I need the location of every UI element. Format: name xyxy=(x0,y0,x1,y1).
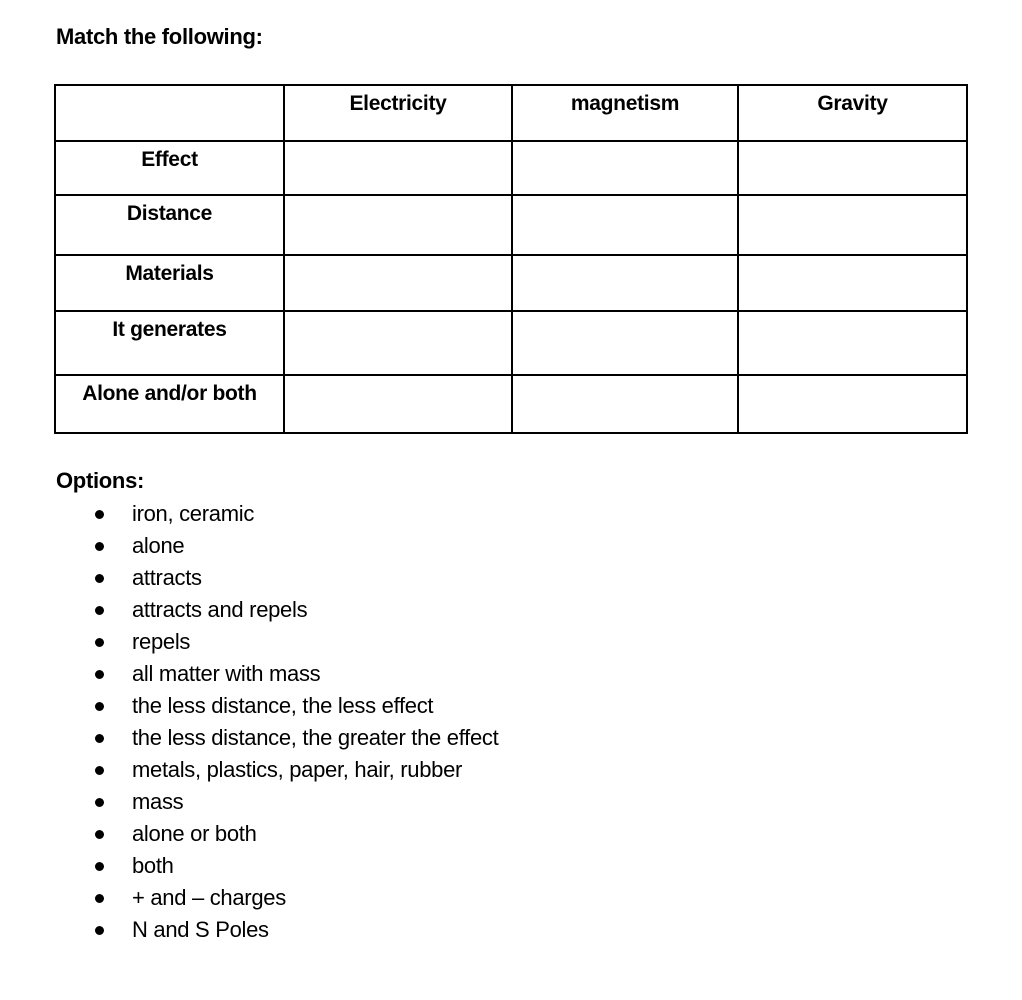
bullet-icon xyxy=(95,606,104,615)
bullet-icon xyxy=(95,766,104,775)
list-item xyxy=(0,882,498,914)
option-text: mass xyxy=(132,789,184,814)
list-item xyxy=(0,722,498,754)
answer-cell[interactable] xyxy=(512,255,738,311)
option-text: + and – charges xyxy=(132,885,286,910)
option-text: metals, plastics, paper, hair, rubber xyxy=(132,757,463,782)
list-item xyxy=(0,594,498,626)
table-row xyxy=(55,255,967,311)
answer-cell[interactable] xyxy=(738,195,967,255)
row-label-it-generates: It generates xyxy=(55,311,284,375)
answer-cell[interactable] xyxy=(512,311,738,375)
column-header-magnetism: magnetism xyxy=(512,85,738,141)
answer-cell[interactable] xyxy=(284,311,512,375)
option-text: alone or both xyxy=(132,821,257,846)
answer-cell[interactable] xyxy=(284,255,512,311)
bullet-icon xyxy=(95,574,104,583)
option-text: repels xyxy=(132,629,191,654)
option-text: the less distance, the greater the effect xyxy=(132,725,499,750)
answer-cell[interactable] xyxy=(512,195,738,255)
list-item xyxy=(0,498,498,530)
list-item xyxy=(0,626,498,658)
option-text: N and S Poles xyxy=(132,917,269,942)
bullet-icon xyxy=(95,734,104,743)
table-row xyxy=(55,195,967,255)
option-text: all matter with mass xyxy=(132,661,321,686)
bullet-icon xyxy=(95,638,104,647)
option-text: attracts xyxy=(132,565,202,590)
list-item xyxy=(0,530,498,562)
answer-cell[interactable] xyxy=(512,141,738,195)
options-heading: Options: xyxy=(56,468,145,493)
answer-cell[interactable] xyxy=(284,195,512,255)
matching-table xyxy=(54,84,968,434)
option-text: the less distance, the less effect xyxy=(132,693,434,718)
bullet-icon xyxy=(95,542,104,551)
list-item xyxy=(0,658,498,690)
column-header-gravity: Gravity xyxy=(738,85,967,141)
bullet-icon xyxy=(95,670,104,679)
answer-cell[interactable] xyxy=(738,375,967,433)
answer-cell[interactable] xyxy=(512,375,738,433)
answer-cell[interactable] xyxy=(284,141,512,195)
row-label-effect: Effect xyxy=(55,141,284,195)
page-title: Match the following: xyxy=(56,24,263,49)
header-row xyxy=(55,85,967,141)
list-item xyxy=(0,754,498,786)
bullet-icon xyxy=(95,510,104,519)
row-label-materials: Materials xyxy=(55,255,284,311)
column-header-electricity: Electricity xyxy=(284,85,512,141)
row-label-distance: Distance xyxy=(55,195,284,255)
bullet-icon xyxy=(95,798,104,807)
option-text: alone xyxy=(132,533,185,558)
option-text: iron, ceramic xyxy=(132,501,255,526)
answer-cell[interactable] xyxy=(738,141,967,195)
bullet-icon xyxy=(95,702,104,711)
answer-cell[interactable] xyxy=(738,255,967,311)
list-item xyxy=(0,562,498,594)
table-row xyxy=(55,311,967,375)
bullet-icon xyxy=(95,894,104,903)
option-text: both xyxy=(132,853,174,878)
answer-cell[interactable] xyxy=(738,311,967,375)
answer-cell[interactable] xyxy=(284,375,512,433)
options-list xyxy=(0,498,498,946)
list-item xyxy=(0,786,498,818)
bullet-icon xyxy=(95,926,104,935)
list-item xyxy=(0,818,498,850)
bullet-icon xyxy=(95,830,104,839)
table-row xyxy=(55,375,967,433)
corner-cell xyxy=(55,85,284,141)
bullet-icon xyxy=(95,862,104,871)
list-item xyxy=(0,914,498,946)
row-label-alone-and-or-both: Alone and/or both xyxy=(55,375,284,433)
table-row xyxy=(55,141,967,195)
list-item xyxy=(0,690,498,722)
option-text: attracts and repels xyxy=(132,597,308,622)
list-item xyxy=(0,850,498,882)
